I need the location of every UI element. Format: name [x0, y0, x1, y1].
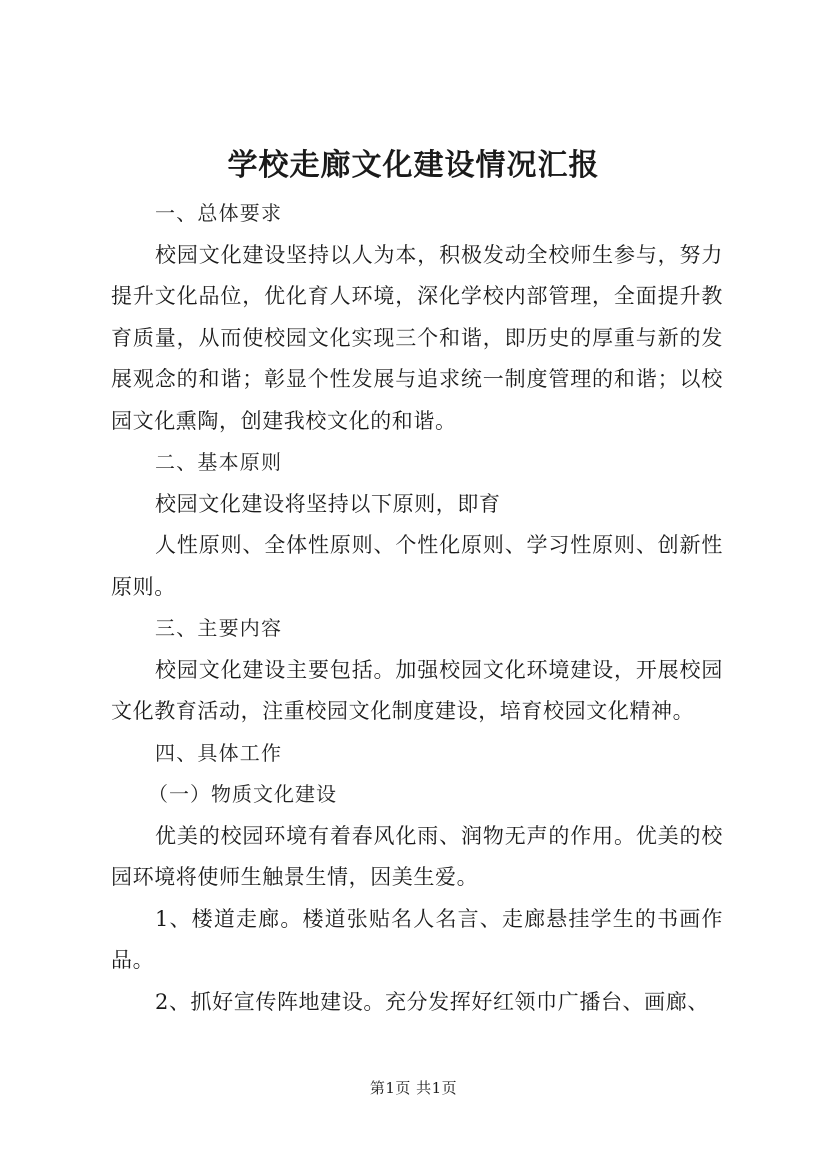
- section-heading: 四、具体工作: [155, 740, 283, 765]
- paragraph: 校园文化建设主要包括。加强校园文化环境建设，开展校园文化教育活动，注重校园文化制度建设，培育校园文化精神。: [111, 657, 723, 723]
- section-heading: 一、总体要求: [155, 201, 283, 225]
- paragraph: 人性原则、全体性原则、个性化原则、学习性原则、创新性原则。: [111, 533, 723, 599]
- paragraph: 优美的校园环境有着春风化雨、润物无声的作用。优美的校园环境将使师生触景生情，因美生爱。: [111, 823, 723, 889]
- document-title: 学校走廊文化建设情况汇报: [227, 148, 600, 183]
- paragraph: 校园文化建设将坚持以下原则，即育: [155, 491, 501, 516]
- paragraph: 校园文化建设坚持以人为本，积极发动全校师生参与，努力提升文化品位，优化育人环境，深化学校内部管理，全面提升教育质量，从而使校园文化实现三个和谐，即历史的厚重与新的发展观念的和谐；彰显个性发展与追求统一制度管理的和谐；以校园文化熏陶，创建我校文化的和谐。: [111, 242, 723, 433]
- document-body: [111, 193, 723, 1023]
- sub-heading: （一）物质文化建设: [148, 782, 337, 806]
- paragraph: 2、抓好宣传阵地建设。充分发挥好红领巾广播台、画廊、: [155, 989, 709, 1014]
- section-heading: 三、主要内容: [155, 616, 283, 640]
- section-heading: 二、基本原则: [155, 450, 283, 474]
- page-footer: 第1页 共1页: [369, 1079, 458, 1097]
- paragraph: 1、楼道走廊。楼道张贴名人名言、走廊悬挂学生的书画作品。: [111, 906, 723, 972]
